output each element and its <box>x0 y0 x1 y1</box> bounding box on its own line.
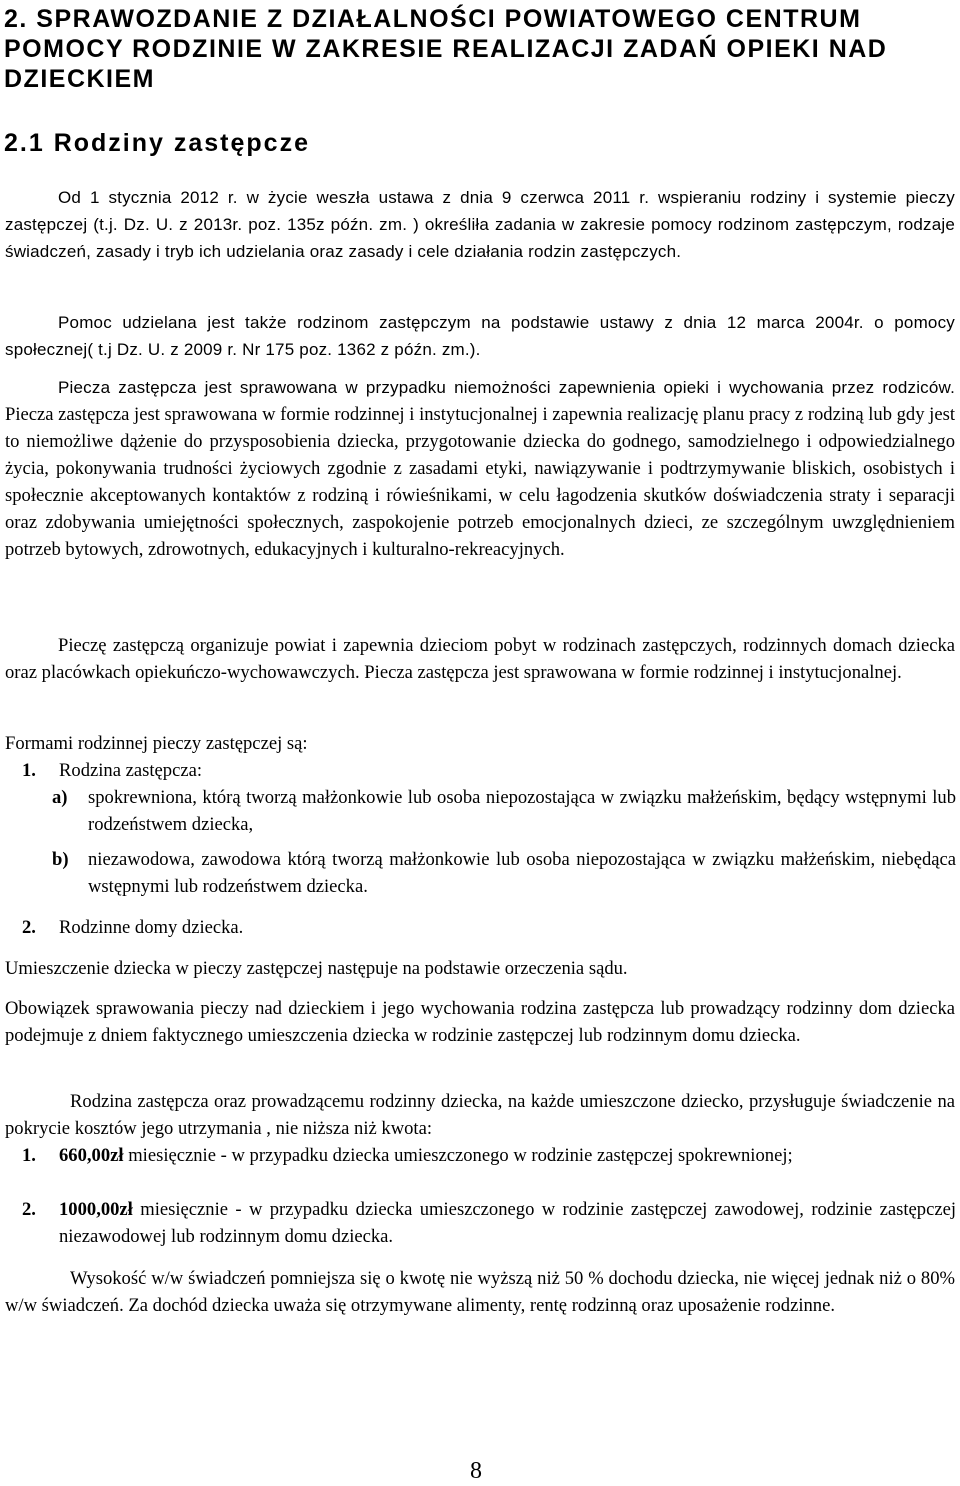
list-item-number: 1. <box>22 1145 36 1166</box>
paragraph-forms-intro: Formami rodzinnej pieczy zastępczej są: <box>5 733 308 754</box>
sublist-label-a: a) <box>52 787 68 808</box>
section-title: 2. SPRAWOZDANIE Z DZIAŁALNOŚCI POWIATOWEGO CENTRUM POMOCY RODZINIE W ZAKRESIE REALIZACJI ZADAŃ OPIEKI NAD DZIECKIEM <box>4 5 888 93</box>
foster-care-lead-sentence: Piecza zastępcza jest sprawowana w przypadku niemożności zapewnienia opieki i wychowania przez rodziców. <box>58 378 955 397</box>
list-item-foster-family: Rodzina zastępcza: <box>59 760 202 781</box>
paragraph-custody-obligation: Obowiązek sprawowania pieczy nad dzieckiem i jego wychowania rodzina zastępcza lub prowadzący rodzinny dom dziecka podejmuje z dniem faktycznego umieszczenia dziecka w rodzinie zastępczej lub rodzinnym domu dziecka. <box>5 998 955 1046</box>
paragraph-social-assistance: Pomoc udzielana jest także rodzinom zastępczym na podstawie ustawy z dnia 12 marca 2004r. o pomocy społecznej( t.j Dz. U. z 2009 r. Nr 175 poz. 1362 z późn. zm.). <box>5 313 955 359</box>
paragraph-law-intro: Od 1 stycznia 2012 r. w życie weszła ustawa z dnia 9 czerwca 2011 r. wspieraniu rodziny i systemie pieczy zastępczej (t.j. Dz. U. z 2013r. poz. 135z późn. zm. ) określiła zadania w zakresie pomocy rodzinom zastępczym, rodzaje świadczeń, zasady i tryb ich udzielania oraz zasady i cele działania rodzin zastępczych. <box>5 188 955 261</box>
foster-care-forms-sentence: Piecza zastępcza jest sprawowana w formie rodzinnej i instytucjonalnej i zapewnia realizację planu pracy z rodziną lub gdy jest to niemożliwe dążenie do przysposobienia dziecka, przygotowanie dziecka do godnego, samodzielnego i odpowiedzialnego życia, pokonywania trudności życiowych zgodnie z zasadami etyki, nawiązywanie i podtrzymywanie bliskich, osobistych i społecznie akceptowanych kontaktów z rodziną i rówieśnikami, w celu łagodzenia skutków doświadczenia straty i separacji oraz zdobywania umiejętności społecznych, zaspokojenie potrzeb emocjonalnych dzieci, ze szczególnym uwzględnieniem potrzeb bytowych, zdrowotnych, edukacyjnych i kulturalno-rekreacyjnych. <box>5 404 955 560</box>
sublist-label-b: b) <box>52 849 69 870</box>
page-number: 8 <box>470 1458 482 1484</box>
benefit-amount: 660,00zł <box>59 1145 124 1166</box>
paragraph-foster-care-definition <box>5 374 955 563</box>
benefit-description: miesięcznie - w przypadku dziecka umieszczonego w rodzinie zastępczej spokrewnionej; <box>123 1145 793 1166</box>
paragraph-court-order: Umieszczenie dziecka w pieczy zastępczej następuje na podstawie orzeczenia sądu. <box>5 958 628 979</box>
benefit-item-related <box>59 1142 956 1169</box>
benefit-item-professional <box>59 1196 956 1250</box>
sublist-item-related: spokrewniona, którą tworzą małżonkowie lub osoba niepozostająca w związku małżeńskim, będący wstępnymi lub rodzeństwem dziecka, <box>88 787 956 835</box>
paragraph-organization: Pieczę zastępczą organizuje powiat i zapewnia dzieciom pobyt w rodzinach zastępczych, rodzinnych domach dziecka oraz placówkach opiekuńczo-wychowawczych. Piecza zastępcza jest sprawowana w formie rodzinnej i instytucjonalnej. <box>5 635 955 683</box>
list-item-number: 2. <box>22 1199 36 1220</box>
paragraph-benefit-reduction: Wysokość w/w świadczeń pomniejsza się o kwotę nie wyższą niż 50 % dochodu dziecka, nie więcej jednak niż o 80% w/w świadczeń. Za dochód dziecka uważa się otrzymywane alimenty, rentę rodzinną oraz uposażenie rodzinne. <box>5 1268 955 1316</box>
list-item-number: 1. <box>22 760 36 781</box>
paragraph-benefit-intro: Rodzina zastępcza oraz prowadzącemu rodzinny dziecka, na każde umieszczone dziecko, przysługuje świadczenie na pokrycie kosztów jego utrzymania , nie niższa niż kwota: <box>5 1091 955 1139</box>
subsection-title: 2.1 Rodziny zastępcze <box>4 129 310 157</box>
list-item-number: 2. <box>22 917 36 938</box>
benefit-amount: 1000,00zł <box>59 1199 133 1220</box>
sublist-item-professional: niezawodowa, zawodowa którą tworzą małżonkowie lub osoba niepozostająca w związku małżeńskim, niebędąca wstępnymi lub rodzeństwem dziecka. <box>88 849 956 897</box>
list-item-family-homes: Rodzinne domy dziecka. <box>59 917 244 938</box>
benefit-description: miesięcznie - w przypadku dziecka umieszczonego w rodzinie zastępczej zawodowej, rodzinie zastępczej niezawodowej lub rodzinnym domu dziecka. <box>59 1199 956 1247</box>
